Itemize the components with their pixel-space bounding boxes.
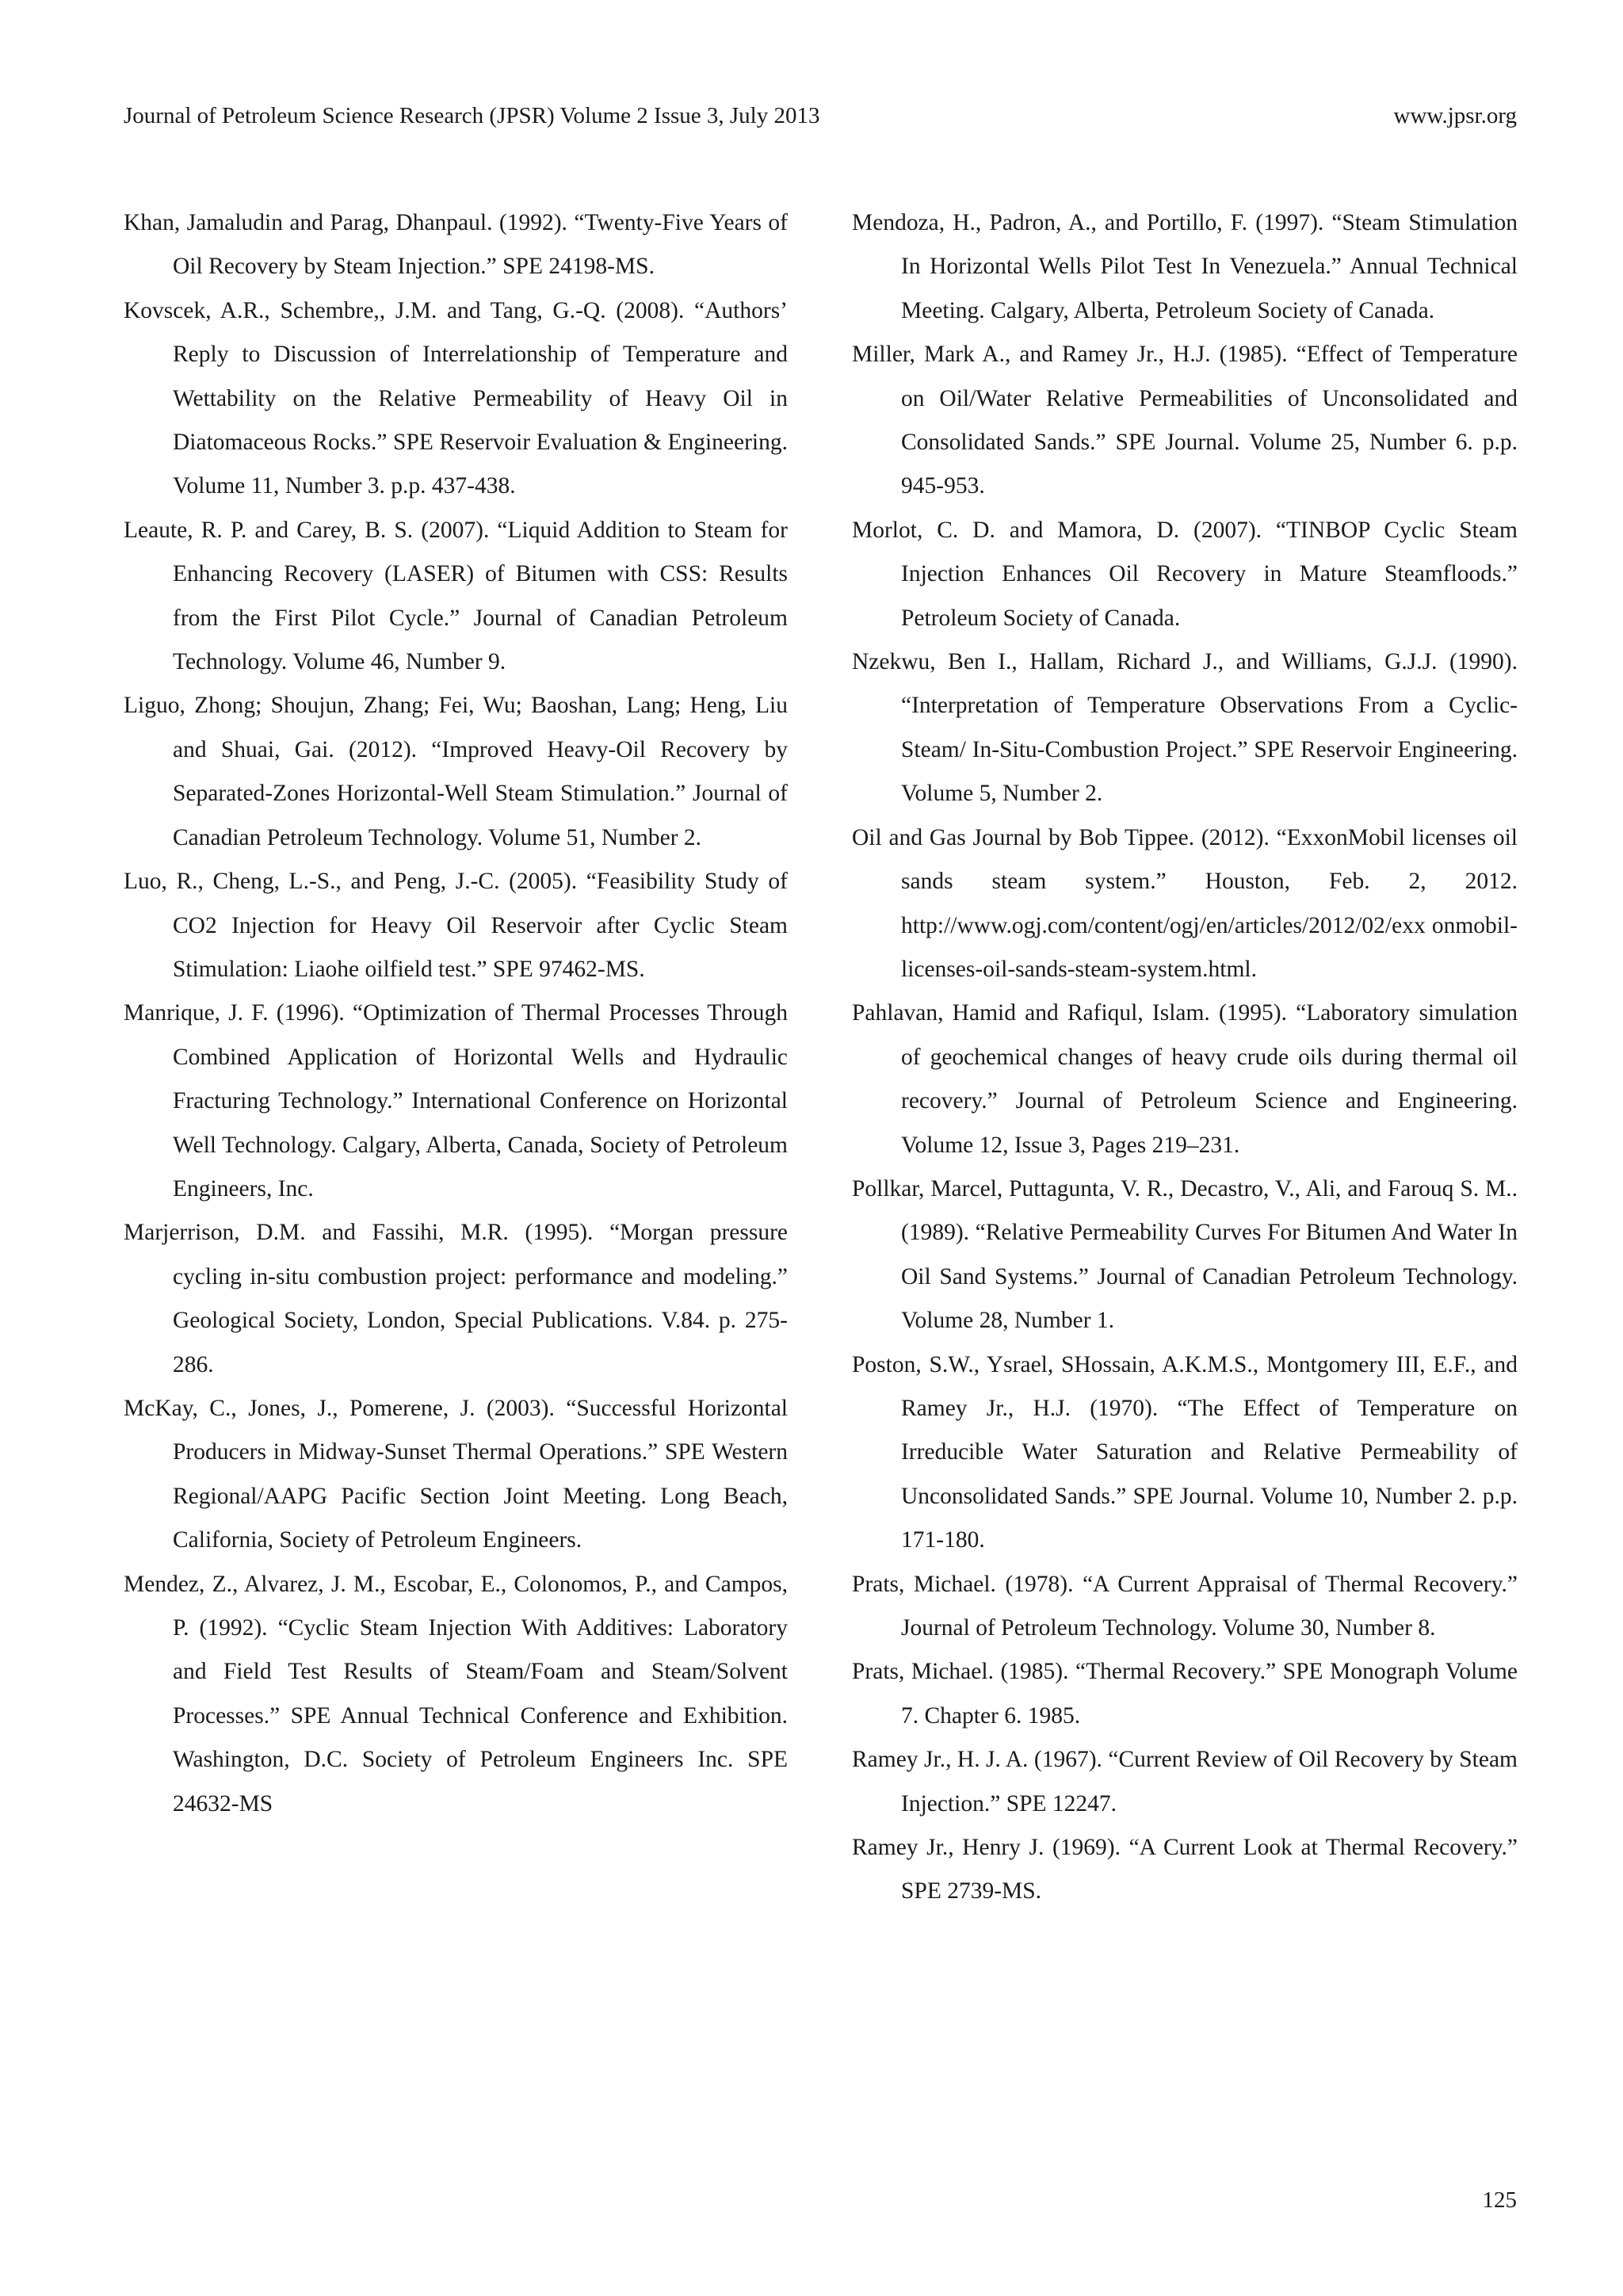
reference-entry: Ramey Jr., H. J. A. (1967). “Current Review of Oil Recovery by Steam Injection.” SPE 12247. [852, 1747, 1518, 1817]
page-number: 125 [1482, 2187, 1517, 2213]
reference-entry: Prats, Michael. (1985). “Thermal Recovery.” SPE Monograph Volume 7. Chapter 6. 1985. [852, 1659, 1518, 1729]
reference-entry: Morlot, C. D. and Mamora, D. (2007). “TINBOP Cyclic Steam Injection Enhances Oil Recovery in Mature Steamfloods.” Petroleum Society of Canada. [852, 517, 1518, 631]
reference-entry: Poston, S.W., Ysrael, SHossain, A.K.M.S., Montgomery III, E.F., and Ramey Jr., H.J. (1970). “The Effect of Temperature on Irreducible Water Saturation and Relative Permeability of Unconsolidated Sands.” SPE Journal. Volume 10, Number 2. p.p. 171-180. [852, 1351, 1518, 1553]
reference-entry: Manrique, J. F. (1996). “Optimization of Thermal Processes Through Combined Application of Horizontal Wells and Hydraulic Fracturing Technology.” International Conference on Horizontal Well Technology. Calgary, Alberta, Canada, Society of Petroleum Engineers, Inc. [124, 1000, 788, 1201]
reference-entry: Marjerrison, D.M. and Fassihi, M.R. (1995). “Morgan pressure cycling in-situ combustion project: performance and modeling.” Geological Society, London, Special Publications. V.84. p. 275-286. [124, 1220, 788, 1377]
reference-entry: Nzekwu, Ben I., Hallam, Richard J., and Williams, G.J.J. (1990). “Interpretation of Temperature Observations From a Cyclic-Steam/ In-Situ-Combustion Project.” SPE Reservoir Engineering. Volume 5, Number 2. [852, 649, 1518, 807]
reference-entry: Leaute, R. P. and Carey, B. S. (2007). “Liquid Addition to Steam for Enhancing Recovery (LASER) of Bitumen with CSS: Results from the First Pilot Cycle.” Journal of Canadian Petroleum Technology. Volume 46, Number 9. [124, 517, 788, 675]
reference-entry: McKay, C., Jones, J., Pomerene, J. (2003). “Successful Horizontal Producers in Midway-Sunset Thermal Operations.” SPE Western Regional/AAPG Pacific Section Joint Meeting. Long Beach, California, Society of Petroleum Engineers. [124, 1395, 788, 1553]
reference-entry: Luo, R., Cheng, L.-S., and Peng, J.-C. (2005). “Feasibility Study of CO2 Injection for Heavy Oil Reservoir after Cyclic Steam Stimulation: Liaohe oilfield test.” SPE 97462-MS. [124, 869, 788, 982]
reference-entry: Miller, Mark A., and Ramey Jr., H.J. (1985). “Effect of Temperature on Oil/Water Relative Permeabilities of Unconsolidated and Consolidated Sands.” SPE Journal. Volume 25, Number 6. p.p. 945-953. [852, 342, 1518, 499]
reference-entry: Prats, Michael. (1978). “A Current Appraisal of Thermal Recovery.” Journal of Petroleum Technology. Volume 30, Number 8. [852, 1571, 1518, 1641]
reference-entry: Pahlavan, Hamid and Rafiqul, Islam. (1995). “Laboratory simulation of geochemical changes of heavy crude oils during thermal oil recovery.” Journal of Petroleum Science and Engineering. Volume 12, Issue 3, Pages 219–231. [852, 1000, 1518, 1158]
reference-entry: Pollkar, Marcel, Puttagunta, V. R., Decastro, V., Ali, and Farouq S. M.. (1989). “Relative Permeability Curves For Bitumen And Water In Oil Sand Systems.” Journal of Canadian Petroleum Technology. Volume 28, Number 1. [852, 1175, 1518, 1334]
journal-website: www.jpsr.org [1393, 103, 1517, 128]
reference-entry: Ramey Jr., Henry J. (1969). “A Current Look at Thermal Recovery.” SPE 2739-MS. [852, 1835, 1518, 1904]
reference-column-left [124, 201, 788, 1826]
running-header [124, 100, 1517, 132]
reference-entry-with-url[interactable]: Oil and Gas Journal by Bob Tippee. (2012). “ExxonMobil licenses oil sands steam system.” Houston, Feb. 2, 2012. http://www.ogj.com/content/ogj/en/articles/2012/02/exx onmobil-licenses-oil-sands-steam-system.html. [852, 824, 1518, 982]
reference-entry: Mendoza, H., Padron, A., and Portillo, F. (1997). “Steam Stimulation In Horizontal Wells Pilot Test In Venezuela.” Annual Technical Meeting. Calgary, Alberta, Petroleum Society of Canada. [852, 210, 1518, 323]
reference-entry: Liguo, Zhong; Shoujun, Zhang; Fei, Wu; Baoshan, Lang; Heng, Liu and Shuai, Gai. (2012). “Improved Heavy-Oil Recovery by Separated-Zones Horizontal-Well Steam Stimulation.” Journal of Canadian Petroleum Technology. Volume 51, Number 2. [124, 693, 788, 850]
journal-title: Journal of Petroleum Science Research (JPSR) Volume 2 Issue 3, July 2013 [124, 103, 820, 128]
reference-entry: Mendez, Z., Alvarez, J. M., Escobar, E., Colonomos, P., and Campos, P. (1992). “Cyclic Steam Injection With Additives: Laboratory and Field Test Results of Steam/Foam and Steam/Solvent Processes.” SPE Annual Technical Conference and Exhibition. Washington, D.C. Society of Petroleum Engineers Inc. SPE 24632-MS [124, 1571, 788, 1817]
reference-column-right [852, 201, 1518, 1914]
reference-entry: Kovscek, A.R., Schembre,, J.M. and Tang, G.-Q. (2008). “Authors’ Reply to Discussion of Interrelationship of Temperature and Wettability on the Relative Permeability of Heavy Oil in Diatomaceous Rocks.” SPE Reservoir Evaluation & Engineering. Volume 11, Number 3. p.p. 437-438. [124, 297, 788, 499]
reference-entry: Khan, Jamaludin and Parag, Dhanpaul. (1992). “Twenty-Five Years of Oil Recovery by Steam Injection.” SPE 24198-MS. [124, 210, 788, 280]
